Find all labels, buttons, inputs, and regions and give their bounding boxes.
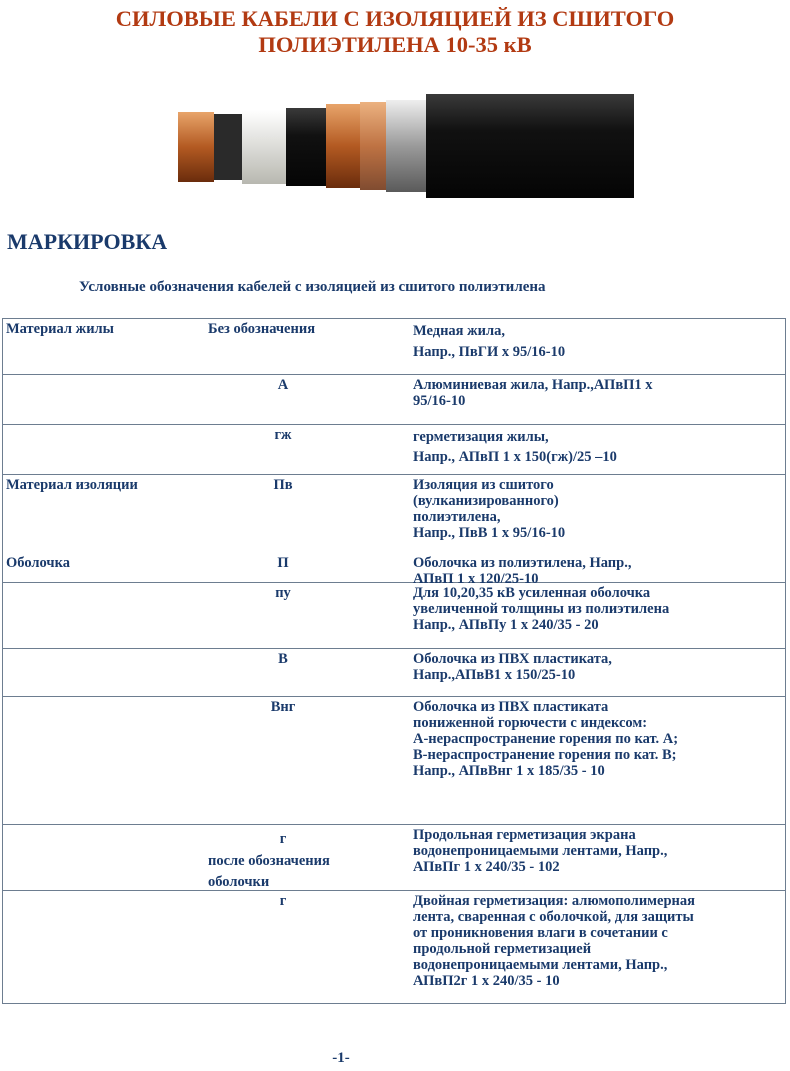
description-cell: Оболочка из ПВХ пластиката, Напр.,АПвВ1 х 150/25-10 — [413, 651, 612, 683]
description-cell: Двойная герметизация: алюмополимерная лента, сваренная с оболочкой, для защиты от проникновения влаги в сочетании с продольной герметизацией водонепроницаемыми лентами, Напр., АПвП2г 1 х 240/35 - 10 — [413, 893, 695, 989]
title-line-2: ПОЛИЭТИЛЕНА 10-35 кВ — [258, 32, 532, 57]
table-row — [3, 375, 785, 425]
description-cell: Медная жила, Напр., ПвГИ х 95/16-10 — [413, 323, 566, 360]
code-note: после обозначения оболочки — [208, 853, 330, 890]
code-cell: П — [277, 555, 289, 571]
cable-image — [178, 90, 634, 200]
table-row — [3, 891, 785, 1003]
page-number: -1- — [332, 1050, 350, 1066]
table-row — [3, 319, 785, 375]
code-cell: В — [278, 651, 288, 667]
code-cell: пу — [275, 585, 291, 601]
category-cell: Материал жилы — [6, 321, 114, 337]
description-cell: Оболочка из полиэтилена, Напр., АПвП 1 х 120/25-10 — [413, 555, 632, 587]
category-cell: Оболочка — [6, 555, 70, 571]
table-row — [3, 425, 785, 475]
code-cell: Внг — [270, 699, 296, 715]
description-cell: Изоляция из сшитого (вулканизированного) полиэтилена, Напр., ПвВ 1 х 95/16-10 — [413, 477, 566, 541]
code-cell: А — [277, 377, 289, 393]
description-cell: Алюминиевая жила, Напр.,АПвП1 х 95/16-10 — [413, 377, 653, 409]
description-cell: герметизация жилы, Напр., АПвП 1 х 150(гж)/25 –10 — [413, 429, 617, 465]
code-cell: г — [279, 893, 287, 909]
description-cell: Продольная герметизация экрана водонепроницаемыми лентами, Напр., АПвПг 1 х 240/35 - 102 — [413, 827, 668, 875]
code-cell: Пв — [273, 477, 293, 493]
table-row — [3, 583, 785, 649]
category-cell: Материал изоляции — [6, 477, 138, 493]
title-line-1: СИЛОВЫЕ КАБЕЛИ С ИЗОЛЯЦИЕЙ ИЗ СШИТОГО — [115, 6, 675, 31]
table-row — [3, 553, 785, 587]
code-cell: гж — [274, 427, 292, 443]
table-row — [3, 475, 785, 553]
table-row — [3, 697, 785, 825]
description-cell: Для 10,20,35 кВ усиленная оболочка увеличенной толщины из полиэтилена Напр., АПвПу 1 х 240/35 - 20 — [413, 585, 670, 633]
section-title: МАРКИРОВКА — [7, 229, 168, 254]
document-title — [0, 6, 790, 58]
code-cell: г — [279, 831, 287, 847]
code-cell: Без обозначения — [208, 321, 316, 337]
description-cell: Оболочка из ПВХ пластиката пониженной горючести с индексом: А-нераспространение горения по кат. А; В-нераспространение горения по кат. В; Напр., АПвВнг 1 х 185/35 - 10 — [413, 699, 679, 779]
table-caption: Условные обозначения кабелей с изоляцией из сшитого полиэтилена — [79, 279, 546, 295]
table-row — [3, 649, 785, 697]
table-row — [3, 825, 785, 891]
marking-table — [2, 318, 786, 1004]
